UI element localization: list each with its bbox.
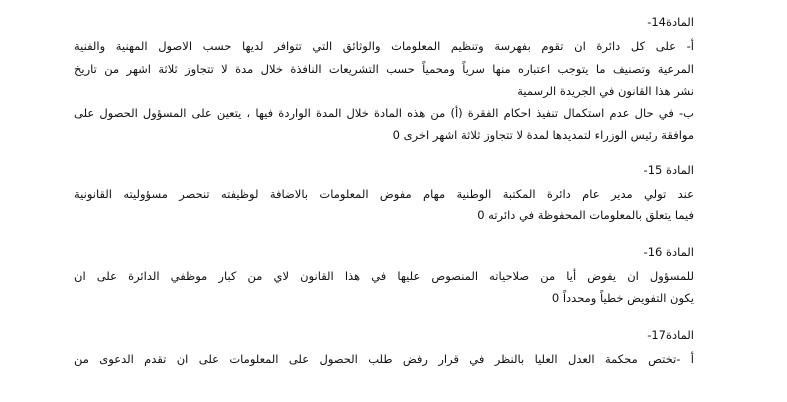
article-17-line-1: أ -تختص محكمة العدل العليا بالنظر في قرار رفض طلب الحصول على المعلومات على ان تقدم الدعوى من bbox=[74, 352, 694, 366]
article-14-line-1: أ- على كل دائرة ان تقوم بفهرسة وتنظيم المعلومات والوثائق التي تتوافر لديها حسب الاصول المهنية والفنية bbox=[74, 39, 694, 53]
article-14-line-3: نشر هذا القانون في الجريدة الرسمية bbox=[517, 84, 694, 98]
article-14-line-5: موافقة رئيس الوزراء لتمديدها لمدة لا تتجاوز ثلاثة اشهر اخرى 0 bbox=[392, 128, 694, 142]
article-14-line-4: ب- في حال عدم استكمال تنفيذ احكام الفقرة (أ) من هذه المادة خلال المدة الواردة فيها ، يتعين على المسؤول الحصول على bbox=[74, 106, 694, 120]
article-15-line-2: فيما يتعلق بالمعلومات المحفوظة في دائرته 0 bbox=[477, 208, 694, 222]
article-14-heading: المادة14- bbox=[647, 15, 694, 29]
article-16-line-2: يكون التفويض خطياً ومحدداً 0 bbox=[551, 291, 694, 305]
article-16-line-1: للمسؤول ان يفوض أيا من صلاحياته المنصوص عليها في هذا القانون لاي من كبار موظفي الدائرة على ان bbox=[74, 269, 694, 283]
article-16-heading: المادة 16- bbox=[643, 245, 694, 259]
article-14-line-2: المرعية وتصنيف ما يتوجب اعتباره منها سرياً ومحمياً حسب التشريعات النافذة خلال مدة لا تتجاوز ثلاثة اشهر من تاريخ bbox=[74, 62, 694, 76]
article-15-line-1: عند تولي مدير عام دائرة المكتبة الوطنية مهام مفوض المعلومات بالاضافة لوظيفته تنحصر مسؤوليته القانونية bbox=[74, 187, 694, 201]
article-17-heading: المادة17- bbox=[647, 328, 694, 342]
article-15-heading: المادة 15- bbox=[643, 163, 694, 177]
